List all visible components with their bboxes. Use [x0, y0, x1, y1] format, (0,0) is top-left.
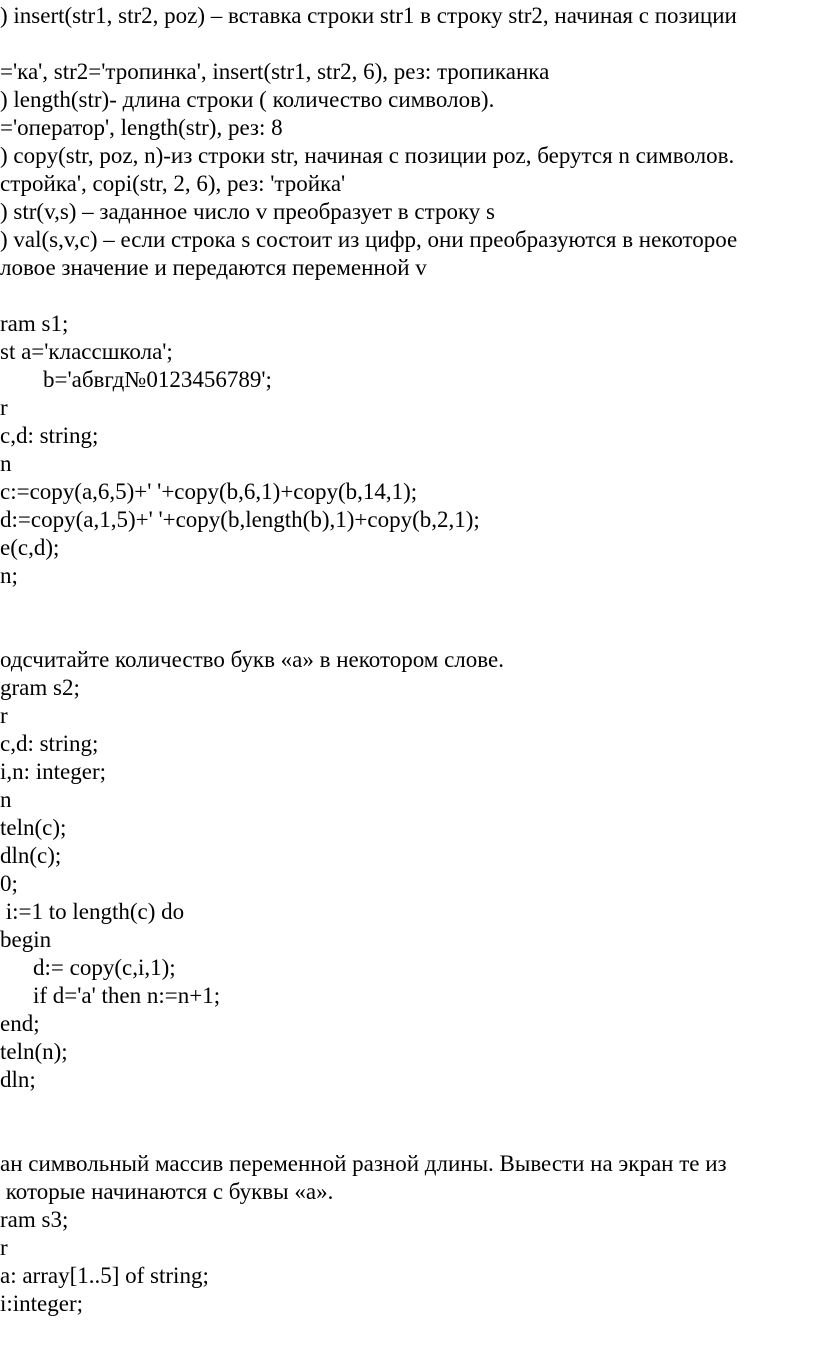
text-line: n; [0, 563, 18, 588]
text-line: r [0, 1235, 8, 1260]
text-line: ) insert(str1, str2, poz) – вставка строки str1 в строку str2, начиная с позиции [0, 3, 737, 28]
text-line: ram s1; [0, 311, 69, 336]
text-line: ) str(v,s) – заданное число v преобразует в строку s [0, 199, 495, 224]
text-line: ) length(str)- длина строки ( количество символов). [0, 87, 495, 112]
text-line: ) val(s,v,c) – если строка s состоит из цифр, они преобразуются в некоторое [0, 227, 738, 252]
text-line: st a='классшкола'; [0, 339, 173, 364]
text-line: c:=copy(a,6,5)+' '+copy(b,6,1)+copy(b,14,1); [0, 479, 418, 504]
text-line: dln(c); [0, 843, 62, 868]
text-line: a: array[1..5] of string; [0, 1263, 209, 1288]
text-line: r [0, 395, 8, 420]
text-line: d:= copy(c,i,1); [10, 955, 176, 980]
text-line: begin [0, 927, 52, 952]
text-line: n [0, 787, 12, 812]
text-line: if d='a' then n:=n+1; [10, 983, 221, 1008]
text-line: стройка', copi(str, 2, 6), рез: 'тройка' [0, 171, 346, 196]
text-line: ='ка', str2='тропинка', insert(str1, str2, 6), рез: тропиканка [0, 59, 550, 84]
text-line: c,d: string; [0, 423, 99, 448]
text-line: 0; [0, 871, 18, 896]
text-line: ) copy(str, poz, n)-из строки str, начиная с позиции poz, берутся n символов. [0, 143, 735, 168]
text-line: dln; [0, 1067, 36, 1092]
text-line: одсчитайте количество букв «а» в некотором слове. [0, 647, 504, 672]
text-line: teln(n); [0, 1039, 68, 1064]
text-line: teln(c); [0, 815, 67, 840]
text-line: ram s3; [0, 1207, 69, 1232]
text-line: c,d: string; [0, 731, 99, 756]
text-line: ловое значение и передаются переменной v [0, 255, 427, 280]
text-line: d:=copy(a,1,5)+' '+copy(b,length(b),1)+copy(b,2,1); [0, 507, 480, 532]
text-line: r [0, 703, 8, 728]
text-line: i:=1 to length(c) do [0, 899, 185, 924]
text-line: которые начинаются с буквы «а». [0, 1179, 334, 1204]
text-line: i:integer; [0, 1291, 84, 1316]
text-line: e(c,d); [0, 535, 60, 560]
text-line: i,n: integer; [0, 759, 107, 784]
text-line: ан символьный массив переменной разной длины. Вывести на экран те из [0, 1151, 727, 1176]
text-line: n [0, 451, 12, 476]
text-line: ='оператор', length(str), рез: 8 [0, 115, 283, 140]
text-line: gram s2; [0, 675, 80, 700]
text-line: b='абвгд№0123456789'; [20, 367, 272, 392]
text-line: end; [0, 1011, 40, 1036]
